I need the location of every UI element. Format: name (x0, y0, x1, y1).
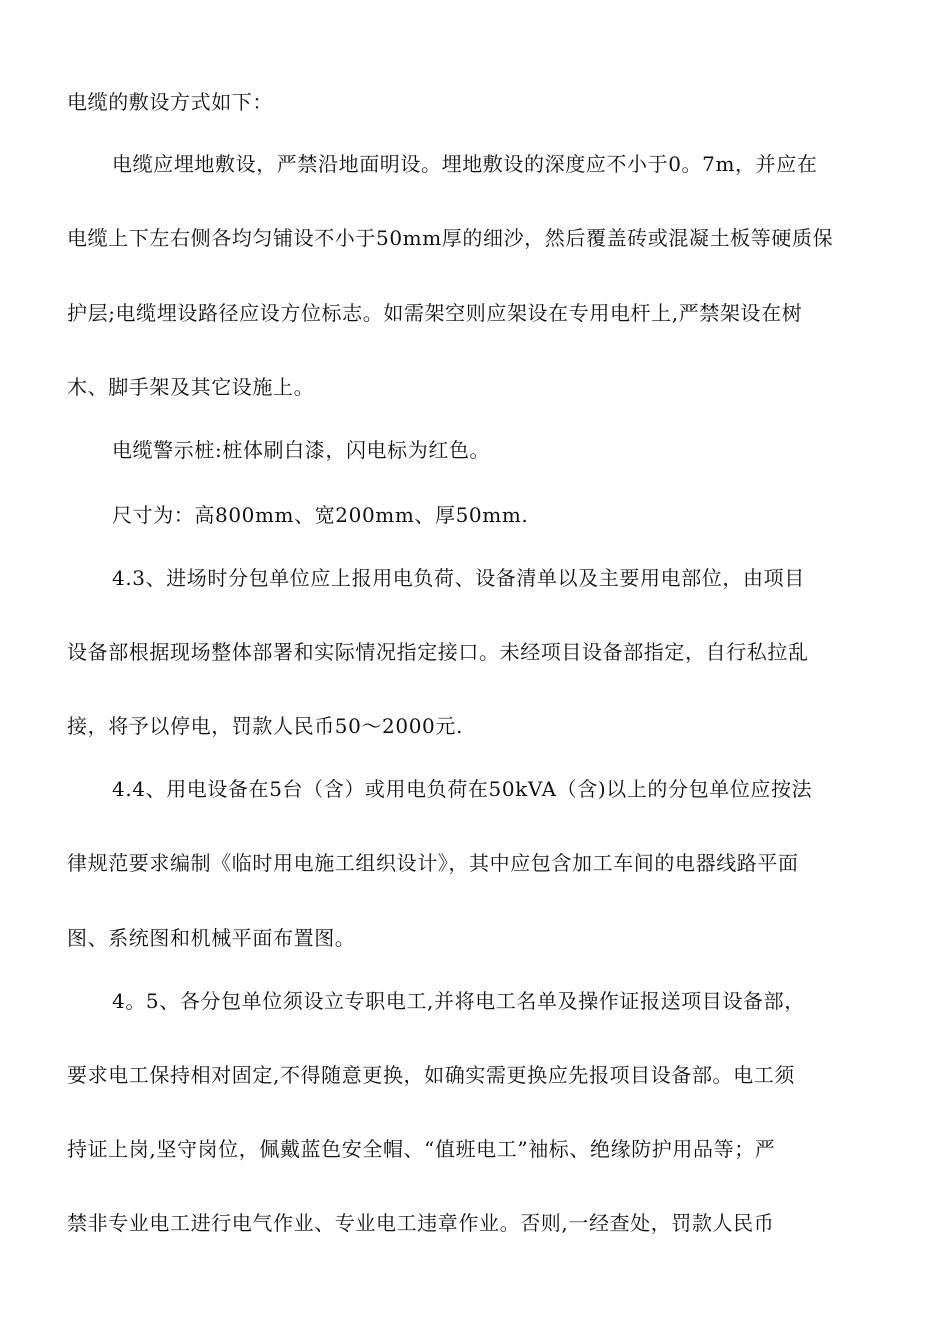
text-line-8: 4.3、进场时分包单位应上报用电负荷、设备清单以及主要用电部位，由项目 (112, 566, 805, 590)
text-line-4: 护层;电缆埋设路径应设方位标志。如需架空则应架设在专用电杆上,严禁架设在树 (67, 301, 803, 325)
text-line-13: 图、系统图和机械平面布置图。 (67, 926, 356, 950)
text-line-17: 禁非专业电工进行电气作业、专业电工违章作业。否则,一经查处，罚款人民币 (67, 1211, 775, 1235)
text-line-12: 律规范要求编制《临时用电施工组织设计》，其中应包含加工车间的电器线路平面 (67, 851, 799, 875)
text-line-3: 电缆上下左右侧各均匀铺设不小于50mm厚的细沙，然后覆盖砖或混凝土板等硬质保 (67, 226, 834, 250)
text-line-1: 电缆的敷设方式如下： (67, 90, 273, 114)
text-line-9: 设备部根据现场整体部署和实际情况指定接口。未经项目设备部指定，自行私拉乱 (67, 640, 809, 664)
text-line-16: 持证上岗,坚守岗位，佩戴蓝色安全帽、“值班电工”袖标、绝缘防护用品等；严 (67, 1137, 776, 1161)
text-line-15: 要求电工保持相对固定,不得随意更换，如确实需更换应先报项目设备部。电工须 (67, 1063, 795, 1087)
text-line-7: 尺寸为：高800mm、宽200mm、厚50mm. (112, 503, 529, 527)
text-line-5: 木、脚手架及其它设施上。 (67, 375, 315, 399)
text-line-6: 电缆警示桩:桩体刷白漆，闪电标为红色。 (112, 438, 491, 462)
text-line-11: 4.4、用电设备在5台（含）或用电负荷在50kVA（含)以上的分包单位应按法 (112, 777, 813, 801)
text-line-2: 电缆应埋地敷设，严禁沿地面明设。埋地敷设的深度应不小于0。7m，并应在 (112, 152, 818, 176)
text-line-14: 4。5、各分包单位须设立专职电工,并将电工名单及操作证报送项目设备部， (112, 989, 805, 1013)
text-line-10: 接，将予以停电，罚款人民币50～2000元. (67, 714, 463, 738)
